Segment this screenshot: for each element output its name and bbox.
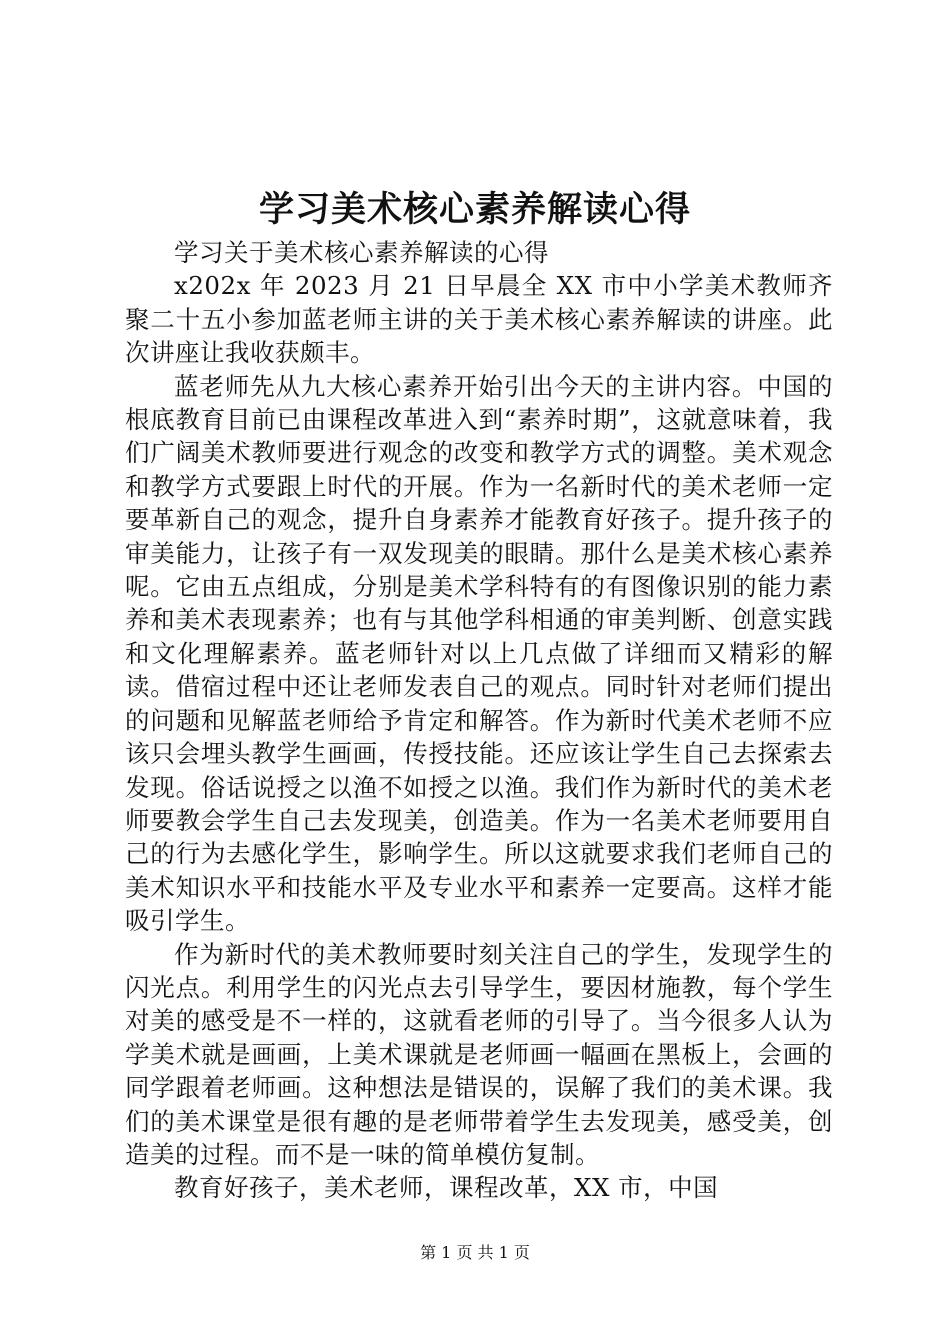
paragraph-lecture-content: 蓝老师先从九大核心素养开始引出今天的主讲内容。中国的根底教育目前已由课程改革进入到“素养时期”，这就意味着，我们广阔美术教师要进行观念的改变和教学方式的调整。美术观念和教学方式要跟上时代的开展。作为一名新时代的美术老师一定要革新自己的观念，提升自身素养才能教育好孩子。提升孩子的审美能力，让孩子有一双发现美的眼睛。那什么是美术核心素养呢。它由五点组成，分别是美术学科特有的有图像识别的能力素养和美术表现素养；也有与其他学科相通的审美判断、创意实践和文化理解素养。蓝老师针对以上几点做了详细而又精彩的解读。借宿过程中还让老师发表自己的观点。同时针对老师们提出的问题和见解蓝老师给予肯定和解答。作为新时代美术老师不应该只会埋头教学生画画，传授技能。还应该让学生自己去探索去发现。俗话说授之以渔不如授之以渔。我们作为新时代的美术老师要教会学生自己去发现美，创造美。作为一名美术老师要用自己的行为去感化学生，影响学生。所以这就要求我们老师自己的美术知识水平和技能水平及专业水平和素养一定要高。这样才能吸引学生。 xyxy=(125,371,833,936)
paragraph-keywords: 教育好孩子，美术老师，课程改革，XX 市，中国 xyxy=(174,1173,719,1203)
page-number-footer: 第 1 页 共 1 页 xyxy=(420,1243,530,1262)
paragraph-teacher-reflection: 作为新时代的美术教师要时刻关注自己的学生，发现学生的闪光点。利用学生的闪光点去引导学生，要因材施教，每个学生对美的感受是不一样的，这就看老师的引导了。当今很多人认为学美术就是画画，上美术课就是老师画一幅画在黑板上，会画的同学跟着老师画。这种想法是错误的，误解了我们的美术课。我们的美术课堂是很有趣的是老师带着学生去发现美，感受美，创造美的过程。而不是一味的简单模仿复制。 xyxy=(125,939,833,1169)
paragraph-subtitle: 学习关于美术核心素养解读的心得 xyxy=(174,238,549,267)
paragraph-intro: x202x 年 2023 月 21 日早晨全 XX 市中小学美术教师齐聚二十五小参加蓝老师主讲的关于美术核心素养解读的讲座。此次讲座让我收获颇丰。 xyxy=(125,271,833,368)
document-title: 学习美术核心素养解读心得 xyxy=(258,189,691,230)
document-body xyxy=(125,236,833,1205)
